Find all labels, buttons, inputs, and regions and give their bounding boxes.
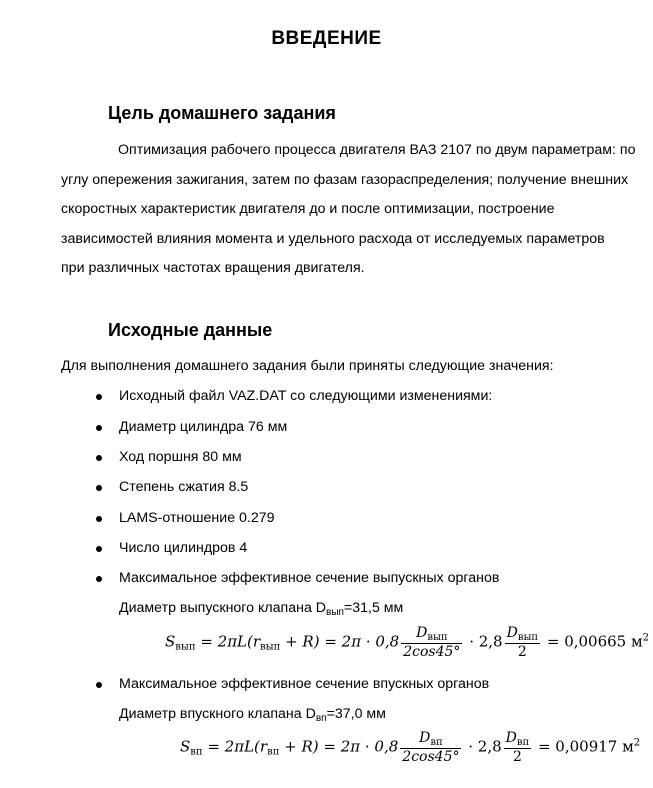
bullet-icon bbox=[96, 546, 102, 552]
intake-valve-diameter: Диаметр впускного клапана $D_{вп}=37,0$ мм bbox=[119, 706, 386, 724]
input-heading: Исходные данные bbox=[108, 320, 273, 340]
list-item-compression: Степень сжатия 8.5 bbox=[119, 479, 249, 495]
goal-line-5: при различных частотах вращения двигателя. bbox=[61, 260, 365, 276]
list-item-cylinders: Число цилиндров 4 bbox=[119, 540, 248, 556]
goal-line-1: Оптимизация рабочего процесса двигателя ВАЗ 2107 по двум параметрам: по bbox=[118, 142, 636, 158]
list-item-intake-section: Максимальное эффективное сечение впускных органов bbox=[119, 676, 490, 692]
bullet-icon bbox=[96, 425, 102, 431]
formula-intake: $S_{вп} = 2\pi L(r_{вп} + R) = 2\pi \cdot 0,8$ $\frac{D_{вп}}{2\cos 45^\circ}$ · 2,8 $\frac{D_{вп}}{2}$ = 0,00917 $м^2$ bbox=[180, 730, 641, 765]
list-item-lams: LAMS-отношение 0.279 bbox=[119, 510, 275, 526]
goal-line-3: скоростных характеристик двигателя до и после оптимизации, построение bbox=[61, 201, 555, 217]
bullet-icon bbox=[96, 682, 102, 688]
goal-line-4: зависимостей влияния момента и удельного расхода от исследуемых параметров bbox=[61, 231, 605, 247]
bullet-icon bbox=[96, 485, 102, 491]
page-title: ВВЕДЕНИЕ bbox=[271, 28, 382, 49]
list-item-bore: Диаметр цилиндра 76 мм bbox=[119, 419, 288, 435]
fraction: $\frac{D_{вп}}{2\cos 45^\circ}$ bbox=[402, 730, 460, 765]
bullet-icon bbox=[96, 394, 102, 400]
exhaust-valve-diameter: Диаметр выпускного клапана $D_{вып}=31,5$ мм bbox=[119, 600, 404, 618]
goal-line-2: углу опережения зажигания, затем по фазам газораспределения; получение внешних bbox=[61, 172, 629, 188]
fraction: $\frac{D_{вып}}{2\cos 45^\circ}$ bbox=[403, 625, 461, 660]
fraction: $\frac{D_{вп}}{2}$ bbox=[505, 730, 530, 765]
list-item-exhaust-section: Максимальное эффективное сечение выпускных органов bbox=[119, 570, 500, 586]
formula-exhaust: $S_{вып} = 2\pi L(r_{вып} + R) = 2\pi \cdot 0,8$ $\frac{D_{вып}}{2\cos 45^\circ}$ · 2,8 $\frac{D_{вып}}{2}$ = 0,00665 $м^2$ bbox=[165, 625, 650, 660]
bullet-icon bbox=[96, 455, 102, 461]
goal-heading: Цель домашнего задания bbox=[108, 103, 336, 123]
list-item-stroke: Ход поршня 80 мм bbox=[119, 449, 242, 465]
list-item-source-file: Исходный файл VAZ.DAT со следующими изменениями: bbox=[119, 388, 493, 404]
fraction: $\frac{D_{вып}}{2}$ bbox=[506, 625, 539, 660]
bullet-icon bbox=[96, 576, 102, 582]
input-intro: Для выполнения домашнего задания были приняты следующие значения: bbox=[61, 358, 554, 374]
bullet-icon bbox=[96, 516, 102, 522]
